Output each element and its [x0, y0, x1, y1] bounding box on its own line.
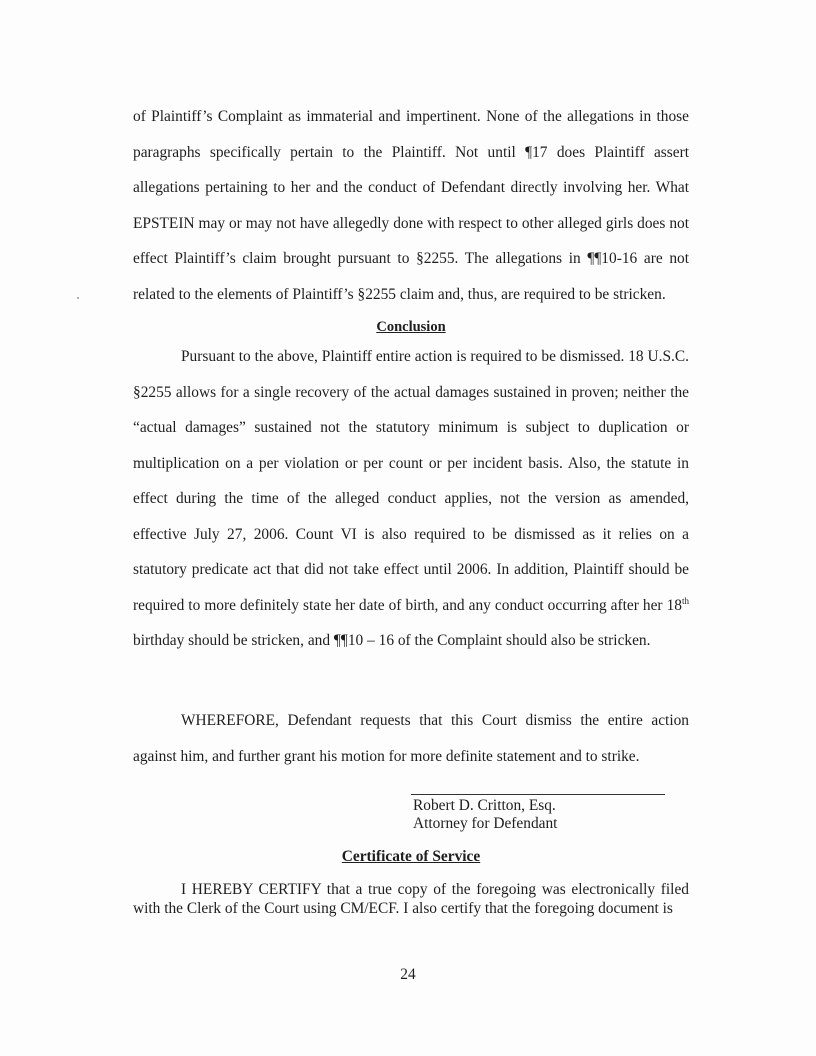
- signature-line: [411, 794, 665, 795]
- conclusion-paragraph: [133, 339, 689, 659]
- conclusion-heading: Conclusion: [376, 319, 446, 335]
- conclusion-text-part2: birthday should be stricken, and ¶¶10 – 16 of the Complaint should also be stricken.: [133, 632, 651, 649]
- signatory-role: Attorney for Defendant: [413, 815, 558, 832]
- scan-speck: [77, 297, 79, 299]
- wherefore-paragraph: WHEREFORE, Defendant requests that this Court dismiss the entire action against him, and further grant his motion for more definite statement and to strike.: [133, 712, 689, 765]
- signatory-name: Robert D. Critton, Esq.: [413, 797, 556, 814]
- conclusion-text-part1: Pursuant to the above, Plaintiff entire action is required to be dismissed. 18 U.S.C. §2255 allows for a single recovery of the actual damages sustained in proven; neither the “actual damages” sustained not the statutory minimum is subject to duplication or multiplication on a per violation or per count or per incident basis. Also, the statute in effect during the time of the alleged conduct applies, not the version as amended, effective July 27, 2006. Count VI is also required to be dismissed as it relies on a statutory predicate act that did not take effect until 2006. In addition, Plaintiff should be required to more definitely state her date of birth, and any conduct occurring after her 18: [133, 348, 689, 614]
- body-paragraph: of Plaintiff’s Complaint as immaterial and impertinent. None of the allegations in those paragraphs specifically pertain to the Plaintiff. Not until ¶17 does Plaintiff assert allegations pertaining to her and the conduct of Defendant directly involving her. What EPSTEIN may or may not have allegedly done with respect to other alleged girls does not effect Plaintiff’s claim brought pursuant to §2255. The allegations in ¶¶10-16 are not related to the elements of Plaintiff’s §2255 claim and, thus, are required to be stricken.: [133, 108, 689, 303]
- page-number: 24: [400, 966, 416, 983]
- certificate-heading: Certificate of Service: [341, 848, 481, 865]
- ordinal-superscript: th: [681, 595, 689, 606]
- certificate-paragraph: I HEREBY CERTIFY that a true copy of the foregoing was electronically filed with the Clerk of the Court using CM/ECF. I also certify that the foregoing document is: [133, 881, 689, 917]
